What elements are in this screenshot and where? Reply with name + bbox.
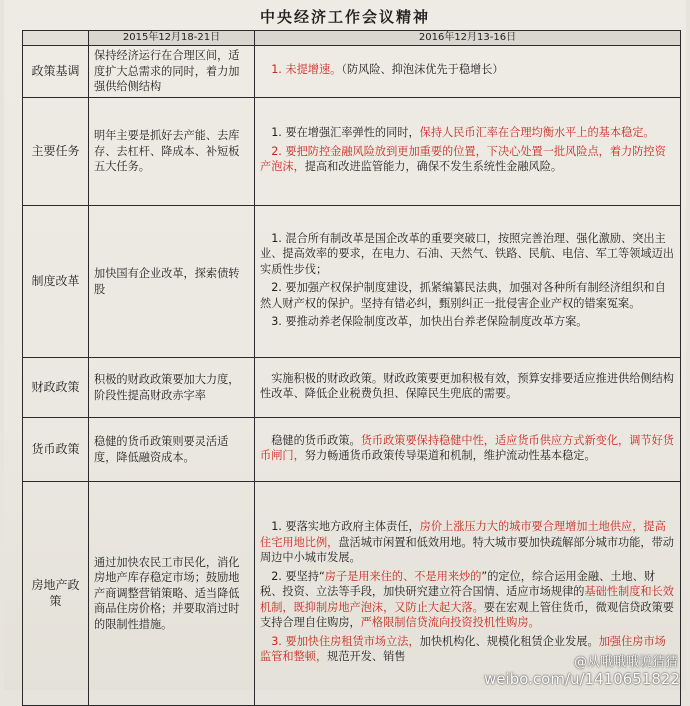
highlighted-text: 基础性制度和长效机制，既抑制房地产泡沫，又防止大起大落。 [260,585,674,614]
cell-2015: 积极的财政政策要加大力度，阶段性提高财政赤字率 [89,358,255,418]
cell-2016-paragraph [260,569,675,631]
body-text: 1. 混合所有制改革是国企改革的重要突破口，按照完善治理、强化激励、突出主业、提高效率的要求，在电力、石油、天然气、铁路、民航、电信、军工等领域迈出实质性步伐； [260,231,674,276]
body-text: 3. 要推动养老保险制度改革，加快出台养老保险制度改革方案。 [271,315,588,328]
cell-2016 [255,206,681,358]
highlighted-text: 货币政策要保持稳健中性，适应货币供应方式新变化，调节好货币闸门， [260,433,674,462]
highlighted-text: 2. 要把防控金融风险放到更加重要的位置，下决心处置一批风险点，着力防控资产泡沫， [260,144,666,174]
body-text: （防风险、抑泡沫优先于稳增长） [341,63,504,77]
body-text: 2. 要加强产权保护制度建设，抓紧编纂民法典，加强对各种所有制经济组织和自然人财产权的保护。坚持有错必纠，甄别纠正一批侵害企业产权的错案冤案。 [260,281,666,310]
body-text: 2. 要坚持“ [271,569,325,583]
cell-2016 [255,358,681,418]
row-category: 财政政策 [23,358,89,418]
highlighted-text: 3. 要加快住房租赁市场立法， [271,634,420,648]
body-text: 盘活城市闲置和低效用地。特大城市要加快疏解部分城市功能，带动周边中小城市发展。 [260,535,674,565]
cell-2016 [255,418,681,482]
body-text: 提高和改进监管能力，确保不发生系统性金融风险。 [304,160,563,174]
body-text: 加快机构化、规模化租赁企业发展。 [419,634,599,648]
body-text: 1. 要在增强汇率弹性的同时， [271,126,420,140]
header-blank [23,31,89,46]
body-text: 要在宏观上管住货币，微观信贷政策要支持合理自住购房， [260,600,674,630]
row-category: 主要任务 [23,98,89,206]
cell-2015: 通过加快农民工市民化，消化房地产库存稳定市场；鼓励地产商调整营销策略、适当降低商品住房价格；并要取消过时的限制性措施。 [89,482,255,706]
cell-2016-paragraph [260,433,675,464]
table-row [23,418,681,482]
body-text: 实施积极的财政政策。财政政策要更加积极有效，预算安排要适应推进供给侧结构性改革、降低企业税费负担、保障民生兜底的需要。 [260,371,674,400]
highlighted-text: 保持人民币汇率在合理均衡水平上的基本稳定。 [419,126,655,140]
cell-2016 [255,46,681,98]
page-title: 中央经济工作会议精神 [259,8,430,26]
highlighted-text: 严格限制信贷流向投资投机性购房。 [360,616,540,630]
cell-2016-paragraph [260,371,675,402]
table-row [23,358,681,418]
watermark-user: @从哦哦哦说猜猜 [573,655,678,670]
highlighted-text: 1. 未提增速。 [271,63,342,77]
row-category: 房地产政策 [23,482,89,706]
row-category: 制度改革 [23,206,89,358]
row-category: 政策基调 [23,46,89,98]
cell-2016-paragraph [260,144,675,175]
header-2016: 2016年12月13-16日 [255,31,681,46]
comparison-table [22,30,681,706]
cell-2015: 保持经济运行在合理区间，适度扩大总需求的同时，着力加强供给侧结构 [89,46,255,98]
table-row [23,98,681,206]
cell-2016-paragraph [260,280,675,311]
header-2015: 2015年12月18-21日 [89,31,255,46]
cell-2015: 明年主要是抓好去产能、去库存、去杠杆、降成本、补短板五大任务。 [89,98,255,206]
document-sheet [4,0,686,690]
body-text: 1. 要落实地方政府主体责任， [271,520,420,534]
body-text: 努力畅通货币政策传导渠道和机制，维护流动性基本稳定。 [304,449,596,462]
body-text: 规范开发、销售 [327,650,406,664]
highlighted-text: 加强住房市场监管和整顿， [260,634,666,664]
cell-2015: 加快国有企业改革，探索债转股 [89,206,255,358]
cell-2015: 稳健的货币政策则要灵活适度，降低融资成本。 [89,418,255,482]
cell-2016-paragraph [260,125,675,141]
table-row [23,46,681,98]
highlighted-text: 房价上涨压力大的城市要合理增加土地供应，提高住宅用地比例， [260,520,666,549]
cell-2016-paragraph [260,314,675,330]
body-text: 稳健的货币政策。 [271,433,361,447]
row-category: 货币政策 [23,418,89,482]
cell-2016-paragraph [260,62,675,78]
table-row [23,206,681,358]
highlighted-text: 房子是用来住的、不是用来炒的 [324,569,482,583]
cell-2016-paragraph [260,519,675,566]
cell-2016 [255,98,681,206]
table-header-row [23,31,681,46]
body-text: ”的定位，综合运用金融、土地、财税、投资、立法等手段，加快研究建立符合国情、适应市场规律的 [260,569,656,599]
cell-2016-paragraph [260,231,675,278]
watermark-url: weibo.com/u/1410651822 [484,670,680,688]
